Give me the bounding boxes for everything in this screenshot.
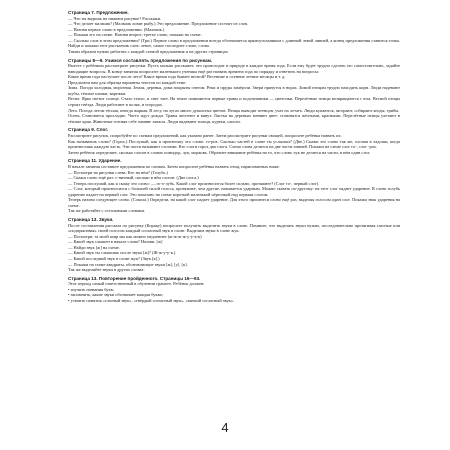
section-heading: Страница 13. Повторение пройденного. Страницы 16—93. — [68, 275, 201, 281]
paragraph: Рассмотрите рисунок, попробуйте по схемам предложений, как указано ранее. Затем рассмотрите рисунки овощей, попросите ребёнка назвать их. — [68, 133, 342, 138]
section-review — [68, 276, 400, 304]
paragraph: — Что делает мальчик? (Мальчик ловит рыбу.) Это предложение. Предложение состоит из слов. — [68, 21, 249, 27]
section-heading: Страница 7. Предложение. — [68, 10, 129, 15]
paragraph: Осень. Становится прохладно. Часто идут дожди. Травы желтеют и вянут. Листья на деревьях меняют цвет: становятся жёлтыми, красными. Перелётные птицы улетают в тёплые края. Животные готовят себе зимние запасы. Люди надевают плащи, куртки, сапоги. — [68, 113, 400, 124]
paragraph: — Покажи его на схеме. Назови второе, третье слово, покажи на схеме. — [68, 32, 202, 38]
paragraph: — Назови первое слово в предложении. (Мальчик.) — [68, 26, 165, 32]
page-number: 4 — [221, 420, 229, 435]
paragraph: — Посмотри: за моей ковр мы как можно медленнее (ж-ж-ж-ж-у-у-к-к) — [68, 233, 202, 239]
paragraph: Лето. Погода летом тёплая, иногда жаркая. В лесу, на лугах много душистых цветов. Птицы выводят птенцов, учат их летать. Люди купаются, загорают, собирают ягоды, грибы. — [68, 107, 400, 113]
paragraph: — Покажи на схеме квадраты, обозначающие звуки [ж], [у], [к]. — [68, 261, 188, 267]
paragraph: Этот период самый ответственный в обучении грамоте. Ребёнок должен: — [68, 281, 205, 287]
document-page — [68, 10, 400, 415]
section-page-11-stress — [68, 158, 400, 214]
section-page-9-syllable — [68, 127, 400, 155]
paragraph: Затем ребёнок определяет, сколько слогов в словах помидор, лук, морковь. Обратите внимание ребёнка на то, что слово лук не делится на части, в нём один слог. — [68, 149, 371, 155]
paragraph: — Какой звук слышен в начале слова? Назови. [ж] — [68, 239, 163, 245]
paragraph: Предлагаем вам для образца варианты текстов по каждой теме. — [68, 79, 187, 85]
paragraph: Весна. Ярко светит солнце. Стало тепло, и снег тает. На земле появляются первые травы и подснежники — цветочки. Перелётные птицы возвращаются с юга. Весной птицы строят гнёзда. Люди работают в полях, в огородах. — [68, 96, 400, 108]
paragraph: — Какой звук ты слышишь после звука [ж]? (Ж-ж-у-у-к.) — [68, 250, 176, 256]
paragraph: — Сколько слов в этом предложении? (Три.) Первое слово в предложении всегда обозначается прямоугольником с длинной левой линией, а конец предложения ставится точка. Найди и покажи этот рассказчик слов: левое, самое последнее слово, слова. — [68, 37, 400, 49]
paragraph: — Что ты видишь на нижнем рисунке? Расскажи. — [68, 15, 162, 21]
paragraph: — Слог, который произносится с большей силой голоса, протяжнее, чем другие, называется ударным. Можно сказать по-другому: на этот слог падает ударение. В слове голубь ударение падает на первый слог. Это показано на схеме короткой маленькой чёрточкой над первым слогом. — [68, 186, 400, 197]
paragraph: Так же работайте с остальными словами. — [68, 208, 146, 214]
section-pages-8-9 — [68, 58, 400, 125]
paragraph: Какое время года наступает после лета? Какое время года бывает весной? Весенние и осенние летние месяцы и т. д. — [68, 74, 286, 80]
paragraph: — Какой последний звук в слове жук? (Звук [к].) — [68, 255, 160, 261]
paragraph: — Посмотри на рисунки слева. Кто на нём? (Голубь.) — [68, 169, 168, 175]
paragraph: Вместе с ребёнком рассмотрите рисунки. Пусть малыш расскажет, что происходит в природе в каждое время года. Если ему будет трудно сделать это самостоятельно, задайте наводящие вопросы. В конце занятия попросите маленького ученика ещё раз назвать времена года по порядку и ответить на вопросы: — [68, 63, 400, 74]
section-page-13-sounds — [68, 217, 400, 273]
section-heading: Страница 13. Звуки. — [68, 217, 114, 223]
section-heading: Страницы 8—9. Учимся составлять предложения по рисункам. — [68, 57, 213, 63]
paragraph: Так же выделяйте звуки в других словах. — [68, 267, 145, 273]
section-heading: Страница 11. Ударение. — [68, 158, 122, 164]
paragraph: Таким образом нужно работать с каждой схемой предложения и на других страницах. — [68, 48, 229, 54]
section-heading: Страница 9. Слог. — [68, 127, 109, 133]
paragraph: Теперь назови следующее слово. (Сокола.) Определи, на какой слог падает ударение. Для этого произнеси слово ещё раз, выделяя голосом один слог. Покажи знак ударения на схеме. — [68, 197, 400, 208]
paragraph: Как называешь слово? (Горох.) Послушай, как я произношу это слово: го-рох. Сколько частей в слове ты услышал? (Две.) Скажи это слово так же, хлопая в ладоши, когда произносишь каждую часть. Эти части называют слогами. Кто слоги горох два слога. Схема слова делится на две части линией. Покажи на схеме слог го-, слог -рох. — [68, 138, 400, 150]
paragraph: — Теперь послушай, как я скажу это слово: — го-о-лубь. Какой слог произносится более сильно, протяжнее? (Слог го-, первый слог). — [68, 180, 320, 186]
list-item: • запомнить, какие звуки обозначает каждая буква; — [68, 292, 163, 298]
section-page-7 — [68, 10, 400, 54]
paragraph: — Найди звук [ж] на схеме. — [68, 244, 120, 250]
list-item: • усвоить понятия «гласный звук», «твёрдый согласный звук», «мягкий согласный звук». — [68, 298, 235, 304]
paragraph: — Скажи слово ещё раз: с-ничный, сколько в нём слогов. (Два слога.) — [68, 175, 199, 181]
paragraph: В начале занятия составьте предложения по схемам. Затем попросите ребёнка назвать птиц, нарисованных ниже. — [68, 163, 280, 169]
paragraph: После составления рассказа по рисунку (Кораку) попросите получить выделить звуки в слове. Помните, что выделять звуки нужно, последовательно протягивая гласные или «подпрыгивая» своей голосом каждый согласный звук в слове. Выделим звуки в слове жук. — [68, 222, 400, 234]
paragraph: Зима. Погода холодная, морозная. Земля, деревья, дома покрыты снегом. Реки и пруды замёрзли. Звери прячутся в норах. Зимой птицам трудно находить корм. Люди надевают шубы, тёплые шапки, варежки. — [68, 85, 400, 96]
list-item: • изучить названия букв; — [68, 286, 114, 292]
